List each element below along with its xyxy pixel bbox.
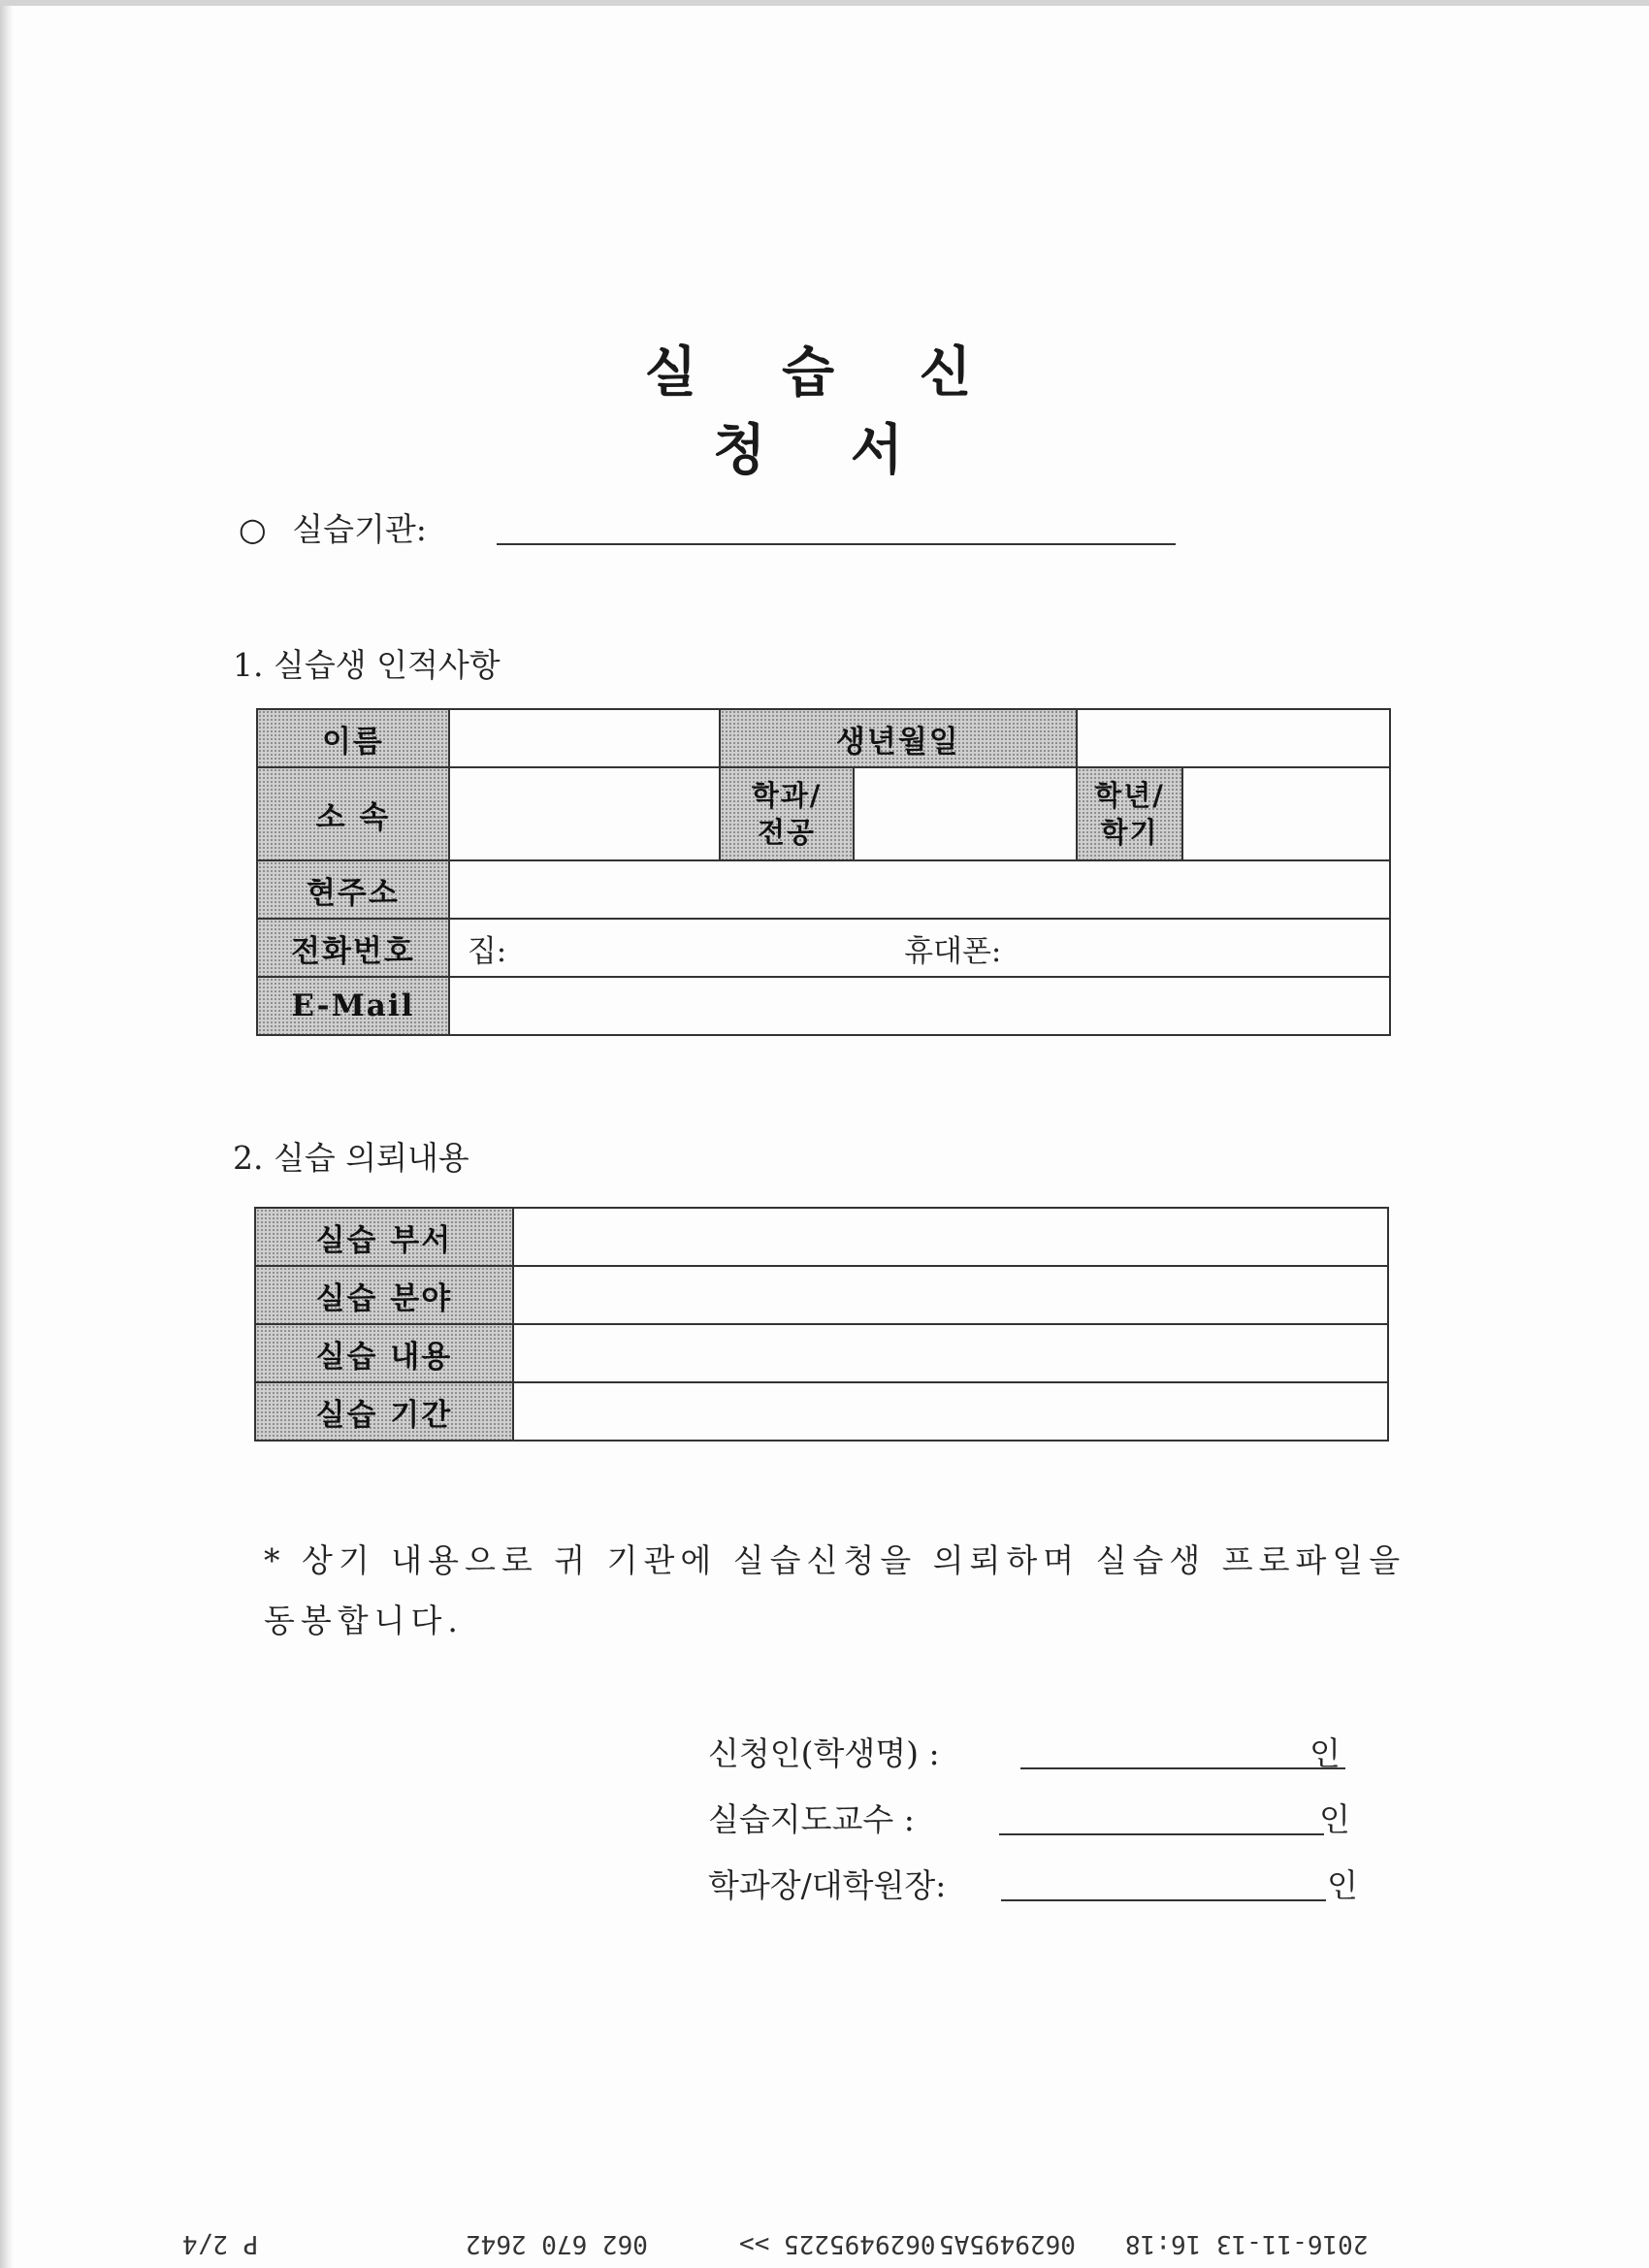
section2-title: 2. 실습 의뢰내용 bbox=[233, 1139, 469, 1177]
affiliation-value[interactable] bbox=[449, 767, 720, 860]
dept-row-label: 실습 부서 bbox=[255, 1208, 513, 1266]
seal-mark: 인 bbox=[1319, 1800, 1350, 1838]
signature-dean-label: 학과장/대학원장: bbox=[708, 1866, 947, 1904]
birth-value[interactable] bbox=[1077, 709, 1390, 767]
period-row-value[interactable] bbox=[513, 1382, 1388, 1441]
dept-label bbox=[720, 767, 854, 860]
circle-bullet-icon: ○ bbox=[239, 510, 267, 548]
table-row bbox=[257, 709, 1390, 767]
fax-phone: 062 670 2642 bbox=[466, 2229, 648, 2258]
signature-professor bbox=[708, 1795, 1350, 1840]
affiliation-label: 소 속 bbox=[257, 767, 449, 860]
grade-label-line2: 학기 bbox=[1100, 816, 1159, 849]
institution-label: 실습기관: bbox=[292, 510, 427, 548]
content-row-value[interactable] bbox=[513, 1324, 1388, 1382]
signature-professor-label: 실습지도교수 : bbox=[708, 1800, 915, 1838]
institution-underline[interactable] bbox=[497, 543, 1176, 545]
dept-label-line1: 학과/ bbox=[751, 779, 823, 812]
fax-arrow: >> bbox=[739, 2229, 770, 2258]
dept-label-line2: 전공 bbox=[758, 816, 817, 849]
address-label: 현주소 bbox=[257, 860, 449, 919]
table-row bbox=[255, 1324, 1388, 1382]
signature-applicant bbox=[708, 1729, 1341, 1774]
institution-field bbox=[239, 504, 427, 550]
seal-mark: 인 bbox=[1327, 1866, 1358, 1904]
field-row-value[interactable] bbox=[513, 1266, 1388, 1324]
seal-mark: 인 bbox=[1310, 1734, 1341, 1772]
fax-datetime: 2016-11-13 16:18 bbox=[1125, 2229, 1369, 2258]
grade-label-line1: 학년/ bbox=[1094, 779, 1165, 812]
content-row-label: 실습 내용 bbox=[255, 1324, 513, 1382]
notice-text bbox=[264, 1531, 1428, 1651]
grade-label bbox=[1077, 767, 1183, 860]
notice-line2: 동봉합니다. bbox=[264, 1602, 464, 1639]
email-value[interactable] bbox=[449, 977, 1390, 1035]
table-row bbox=[257, 919, 1390, 977]
scan-edge-left bbox=[0, 0, 14, 2268]
signature-dean-line[interactable] bbox=[1001, 1899, 1326, 1901]
grade-value[interactable] bbox=[1182, 767, 1390, 860]
phone-value bbox=[449, 919, 1390, 977]
name-label: 이름 bbox=[257, 709, 449, 767]
scan-edge-top bbox=[0, 0, 1649, 6]
section1-title: 1. 실습생 인적사항 bbox=[233, 646, 501, 684]
signature-professor-line[interactable] bbox=[999, 1833, 1324, 1835]
signature-applicant-line[interactable] bbox=[1020, 1767, 1345, 1769]
mobile-phone-label: 휴대폰: bbox=[904, 933, 1002, 969]
student-info-table bbox=[256, 708, 1391, 1036]
signature-applicant-label: 신청인(학생명) : bbox=[708, 1734, 940, 1772]
table-row bbox=[257, 860, 1390, 919]
document-title: 실 습 신 청 서 bbox=[644, 340, 1005, 482]
signature-dean bbox=[708, 1861, 1358, 1906]
notice-line1: * 상기 내용으로 귀 기관에 실습신청을 의뢰하며 실습생 프로파일을 bbox=[264, 1541, 1406, 1579]
field-row-label: 실습 분야 bbox=[255, 1266, 513, 1324]
table-row bbox=[255, 1208, 1388, 1266]
period-row-label: 실습 기간 bbox=[255, 1382, 513, 1441]
dept-value[interactable] bbox=[854, 767, 1077, 860]
fax-header bbox=[0, 2229, 1649, 2264]
birth-label: 생년월일 bbox=[720, 709, 1076, 767]
table-row bbox=[257, 767, 1390, 860]
table-row bbox=[255, 1266, 1388, 1324]
home-phone-label: 집: bbox=[467, 933, 507, 969]
table-row bbox=[255, 1382, 1388, 1441]
fax-page: P 2/4 bbox=[182, 2229, 259, 2258]
email-label: E-Mail bbox=[257, 977, 449, 1035]
fax-recipient: 0629495225 bbox=[784, 2229, 936, 2258]
dept-row-value[interactable] bbox=[513, 1208, 1388, 1266]
name-value[interactable] bbox=[449, 709, 720, 767]
table-row bbox=[257, 977, 1390, 1035]
address-value[interactable] bbox=[449, 860, 1390, 919]
phone-label: 전화번호 bbox=[257, 919, 449, 977]
fax-sender: 0629495A5 bbox=[939, 2229, 1076, 2258]
request-table bbox=[254, 1207, 1389, 1442]
